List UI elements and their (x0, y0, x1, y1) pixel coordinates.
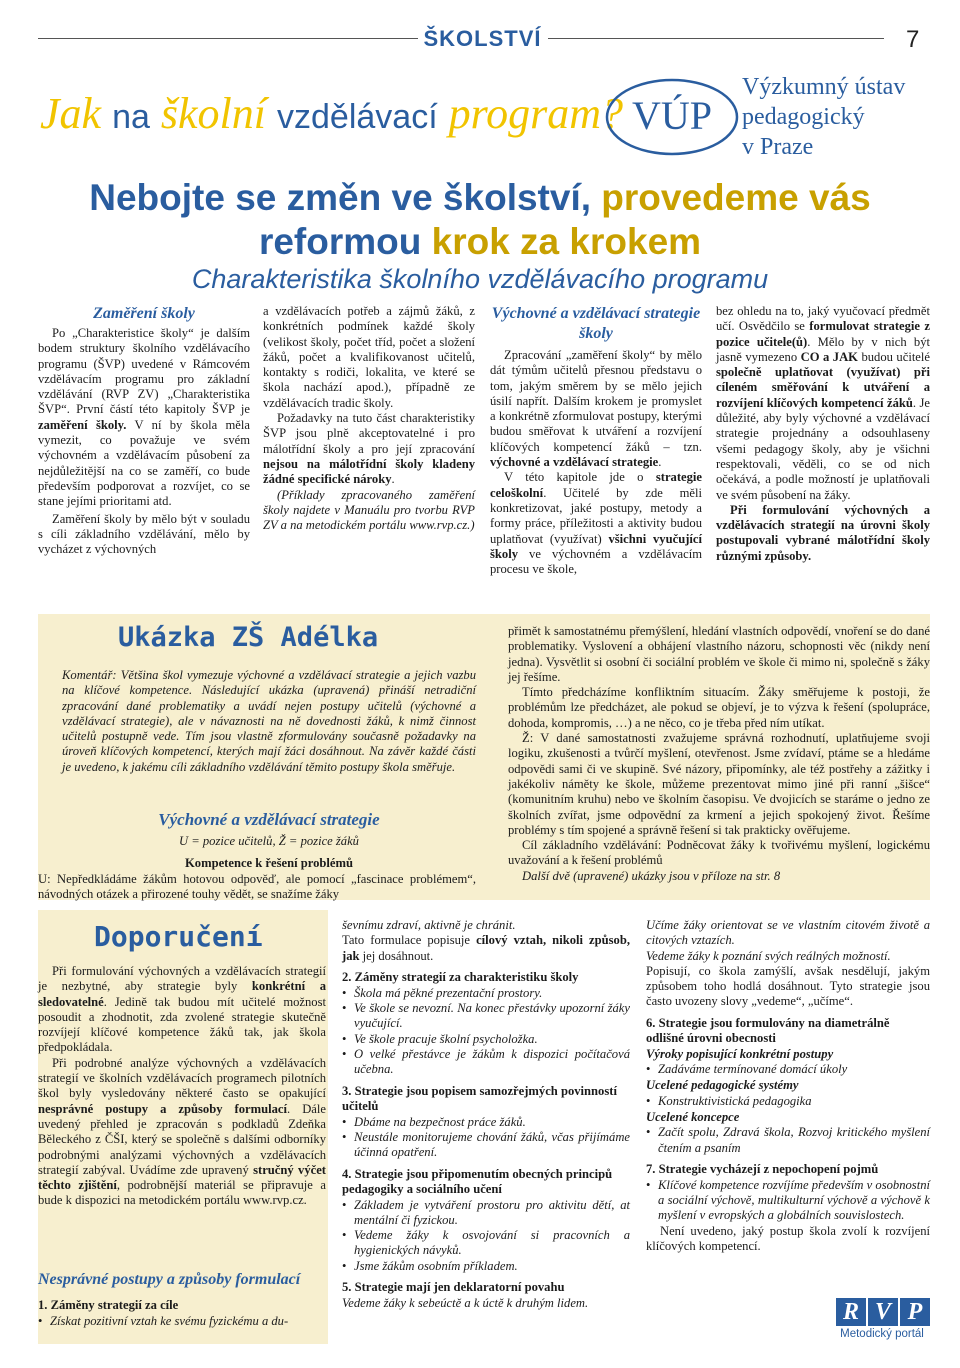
strategies-paragraph-2 (490, 470, 702, 577)
example-right-p4: Cíl základního vzdělávání: Podněcovat žáky k tvořivému myšlení, logickému uvažování a k řešení problémů (508, 838, 930, 868)
wrong-item-6-title: 6. Strategie jsou formulovány na diametrálně odlišné úrovni obecnosti (646, 1015, 890, 1045)
focus-cont-paragraph-1: a vzdělávacích potřeb a zájmů žáků, z konkrétních podmínek každé školy (velikost školy, počet tříd, počet a složení žáků, počet a kvalifikovanost učitelů, kontakty s rodiči, lokalita, ve které se škola nachází apod.), případně ze vzdělávacích tradic školy. (263, 304, 475, 410)
rvp-letter-r-box (836, 1298, 866, 1326)
rvp-logo (836, 1298, 932, 1344)
subtitle: Charakteristika školního vzdělávacího programu (191, 264, 769, 294)
strategies-p1-c: . (658, 455, 662, 470)
focus-cont-paragraph-3: (Příklady zpracovaného zaměření školy najdete v Manuálu pro tvorbu RVP ZV a na metodickém portálu www.rvp.cz.) (263, 487, 475, 533)
wrong-item-6-bullet-3: • Začít spolu, Zdravá škola, Rozvoj kritického myšlení čtením a psaním (646, 1125, 930, 1156)
vup-name-line-3: v Praze (742, 134, 814, 160)
wrong-item-4-bullet: • Vedeme žáky k osvojování si pracovních a hygienických návyků. (342, 1228, 630, 1259)
focus-cont-p2-b: nejsou na málotřídní školy kladeny žádné specifické nároky (263, 456, 475, 487)
wrong-item-5-title: 5. Strategie mají jen deklaratorní povahu (342, 1280, 565, 1295)
wrong-item-7-text: Není uvedeno, jaký postup škola zvolí k rozvíjení klíčových kompetencí. (646, 1223, 930, 1254)
wrong-item-3-title: 3. Strategie jsou popisem samozřejmých povinností učitelů (342, 1083, 617, 1113)
headline-part-4: krok za krokem (431, 221, 702, 262)
strat-cont-p1-e: budou učitelé (857, 349, 930, 364)
vup-name (742, 72, 905, 162)
column-strategies (490, 304, 702, 577)
example-competence: Kompetence k řešení problémů (184, 856, 354, 870)
strat-cont-p1-b: formulovat strategie z pozice učitele(ů) (716, 319, 930, 349)
vup-name-line-2: pedagogický (742, 104, 865, 130)
strategies-p2-d: všichni vyučující školy (490, 531, 702, 561)
headline-part-3: reformou (258, 221, 422, 262)
wrong-item-1-bullet: • Získat pozitivní vztah ke svému fyzickému a du- (38, 1314, 326, 1329)
mid-cont-a: Tato formulace popisuje (342, 933, 477, 948)
recommend-p2-c: . Dále uvedený přehled je zpracován s podkladů Zdeňka Běleckého z ČŠI, který se společně s dalšími odborníky podrobnými analýzami výchovných a vzdělávacích strategií zabýval. Uvádíme zde upravený (38, 1101, 326, 1177)
strategies-cont-paragraph-2: Při formulování výchovných a vzdělávacích strategií na úrovni školy postupovali vybrané málotřídní školy různými způsoby. (716, 502, 930, 563)
wrong-item-1-continued: ševnímu zdraví, aktivně je chránit. (342, 918, 516, 932)
strategies-p2-c: . Učitelé by zde měli konkretizovat, jaké postupy, metody a formy práce, příležitosti a aktivity budou uplatňovat (využívat) (490, 485, 702, 546)
wrong-item-7-bullet: • Klíčové kompetence rozvíjíme především v osobnostní a sociální výchově, multikulturní výchově a výchově k myšlení v evropských a globálních souvislostech. (646, 1178, 930, 1224)
program-title (40, 86, 623, 145)
headline-line-2 (0, 220, 960, 264)
wrong-item-6-sub-1: Výroky popisující konkrétní postupy (646, 1046, 834, 1061)
wrong-item-2-bullet: • Ve škole se nevozní. Na konec přestávky upozorní žáky vyučující. (342, 1001, 630, 1032)
focus-paragraph-2: Zaměření školy by mělo být v souladu s cíli základního vzdělávání, mělo by vycházet z výchovných (38, 511, 250, 557)
focus-heading: Zaměření školy (93, 305, 195, 322)
example-right-p3: Ž: V dané samostatnosti zvažujeme správná rozhodnutí, uplatňujeme svoji logiku, zkušenosti a tvůrčí myšlení, otevřenost. Jsme zvídaví, ptáme se a hledáme odpovědi sami či ve skupině. Své názory, připomínky, ale též postřehy a zážitky i jakékoliv náměty ke škole, můžeme prezentovat mimo jiné při ranní „šišce“ (komunitním kruhu) nebo ve školním časopisu. Ve dvojicích se staráme o jedno ze školních zvířat, jsme odpovědní za krmení a jejich spokojený život. Řešíme problémy s tím spojené a správně řešení si tak prakticky ověřujeme. (508, 731, 930, 837)
focus-p1-bold: zaměření školy. (38, 417, 127, 432)
strategies-p1-b: výchovné a vzdělávací strategie (490, 455, 659, 470)
mid-cont-b: cílový vztah, nikoli způsob, jak (342, 933, 630, 963)
recommend-p2-b: nesprávné postupy a způsoby formulací (38, 1101, 288, 1116)
example-right-p2: Tímto předcházíme konfliktním situacím. Žáky směřujeme k postoji, že problémům lze předcházet, ale pokud se objeví, je to výzva k řešení (spolupráce, dohoda, kompromis, …) a ne něco, co je třeba před ním utíkat. (508, 685, 930, 730)
wrong-item-5-example-2: Vedeme žáky k poznání svých reálných možností. (646, 948, 891, 963)
wrong-list-right (646, 918, 930, 1254)
headline (0, 176, 960, 264)
header-rule-left (38, 38, 418, 39)
strat-cont-p1-c: . Mělo by v nich být jasně vymezeno (716, 334, 931, 364)
example-title: Ukázka ZŠ Adélka (118, 622, 379, 653)
strategies-p2-a: V této kapitole jde o (504, 470, 656, 485)
wrong-item-6-bullet-1: • Zadáváme termínované domácí úkoly (646, 1062, 930, 1077)
rvp-letter-v-box (868, 1298, 898, 1326)
rvp-letter-p-box (900, 1298, 930, 1326)
rvp-letter-r: R (842, 1299, 859, 1325)
wrong-item-2-bullet: • O velké přestávce je žákům k dispozici počítačová učebna. (342, 1047, 630, 1078)
wrong-item-4-title: 4. Strategie jsou připomenutím obecných principů pedagogiky a sociálního učení (342, 1166, 613, 1196)
wrong-list-middle (342, 918, 630, 1311)
recommend-text (38, 964, 326, 1209)
program-title-w1: Jak (40, 89, 102, 138)
wrong-item-2-bullet: • Škola má pěkné prezentační prostory. (342, 986, 630, 1001)
example-comment: Komentář: Většina škol vymezuje výchovné a vzdělávací strategie a jejich vazbu na klíčové kompetence. Následující ukázka (upravená) přináší netradiční zpracování dané problematiky a uvádí nejen postupy učitelů (výchovné a vzdělávací strategie), ale v návaznosti na ně dovednosti žáků, k nimž činnost učitelů postupně vede. Tím jsou vlastně zformulovány současně požadavky na úroveň klíčových kompetencí, kterých mají žáci dosáhnout. Na závěr každé části je uvedeno, k jakému cíli základního vzdělávání těmito postupy škola směřuje. (62, 668, 476, 774)
strat-cont-p1-f: společně uplatňovat (využívat) při cíleném směřování k utváření a rozvíjení klíčových kompetencí žáků (716, 365, 930, 410)
mid-cont-c: jej dosáhnout. (359, 948, 434, 963)
page-number: 7 (906, 26, 920, 53)
column-focus (38, 304, 250, 557)
recommend-p1-b: konkrétní a sledovatelné (38, 979, 326, 1009)
rvp-letter-v: V (874, 1299, 891, 1325)
headline-line-1 (0, 176, 960, 220)
strategies-p2-b: strategie celoškolní (490, 470, 702, 500)
recommend-p2-e: , podrobnější materiál se připravuje a bude k dispozici na metodickém portálu www.rvp.cz. (38, 1178, 326, 1208)
wrong-item-6-sub-3: Ucelené koncepce (646, 1109, 740, 1124)
wrong-item-1-title: 1. Záměny strategií za cíle (38, 1298, 179, 1312)
strategies-heading: Výchovné a vzdělávací strategie školy (491, 305, 701, 342)
rvp-letter-p: P (907, 1299, 923, 1325)
recommend-p1-a: Při formulování výchovných a vzdělávacích strategií je nezbytné, aby strategie byly (38, 964, 326, 994)
example-strategy-heading: Výchovné a vzdělávací strategie (158, 810, 380, 829)
strategies-paragraph-1 (490, 348, 702, 470)
section-label: ŠKOLSTVÍ (423, 26, 542, 51)
wrong-item-6-sub-2: Ucelené pedagogické systémy (646, 1078, 799, 1093)
wrong-item-5-explanation: Popisují, co škola zamýšlí, avšak nesdělují, jakým způsobem toho hodlá dosáhnout. Tyto strategie jsou často uvozeny slovy „vedeme“, „učíme“. (646, 963, 930, 1009)
column-strategies-continued (716, 304, 930, 564)
wrong-item-3-bullet: • Dbáme na bezpečnost práce žáků. (342, 1115, 630, 1130)
focus-cont-p2-a: Požadavky na tuto část charakteristiky ŠVP jsou plně akceptovatelné i pro málotřídní školy a pro její zpracování (263, 411, 475, 456)
headline-part-2: provedeme vás (601, 177, 871, 218)
example-u-text: U: Nepředkládáme žákům hotovou odpověď, ale pomocí „fascinace problémem“, návodných otázek a přirozené touhy vědět, se snažíme žáky (38, 872, 476, 902)
focus-cont-p2-c: . (391, 472, 395, 487)
strategies-p2-e: ve výchovném a vzdělávacím procesu ve škole, (490, 546, 702, 577)
example-right-p5: Další dvě (upravené) ukázky jsou v příloze na str. 8 (522, 868, 781, 883)
strategies-cont-paragraph-1 (716, 304, 930, 503)
strat-cont-p1-d: CO a JAK (800, 349, 858, 364)
headline-part-1: Nebojte se změn ve školství, (89, 177, 592, 218)
example-right-p1: přimět k samostatnému přemýšlení, hledání vlastních odpovědí, vnoření se do dané problematiky. Vyslovení a obhájení vlastního názoru, schopnosti věc (nikdy není jedna). Vysvětlit si osobní či sociální problém ve škole či mimo ni, společně s žáky jej řešíme. (508, 624, 930, 684)
recommend-title: Doporučení (94, 920, 263, 953)
wrong-item-6-bullet-2: • Konstruktivistická pedagogika (646, 1094, 930, 1109)
header-rule-right (548, 38, 884, 39)
rvp-caption: Metodický portál (840, 1328, 924, 1340)
strat-cont-p1-a: bez ohledu na to, jaký vyučovací předmět učí. Osvědčilo se (716, 304, 930, 334)
program-title-w4: vzdělávací (277, 98, 438, 136)
vup-name-line-1: Výzkumný ústav (742, 74, 906, 100)
focus-cont-paragraph-2 (263, 411, 475, 487)
focus-paragraph-1 (38, 326, 250, 510)
wrong-item-2-title: 2. Záměny strategií za charakteristiku školy (342, 969, 579, 984)
program-title-w2: na (112, 98, 150, 136)
focus-p1-rest: V ní by škola měla vymezit, co považuje ve svém výchovném a vzdělávacím působení za nejdůležitější na co se zaměří, co bude především podporovat a rozvíjet, co se stane jejími prioritami atd. (38, 417, 250, 509)
recommend-p1 (38, 964, 326, 1056)
vup-abbrev: VÚP (631, 93, 713, 138)
strategies-p1-a: Zpracování „zaměření školy“ by mělo dát týmům učitelů přesnou představu o tom, jakým směrem by se mělo jejich úsilí napřít. Dalším krokem je promyslet a konkrétně zformulovat postupy, kterými budou směřovat k utváření a rozvíjení klíčových kompetencí žáků – tzn. (490, 348, 702, 454)
wrong-item-3-bullet: • Neustále monitorujeme chování žáků, včas přijímáme účinná opatření. (342, 1130, 630, 1161)
program-title-w3: školní (160, 89, 266, 138)
wrong-item-5-text: Vedeme žáky k sebeúctě a k úctě k druhým lidem. (342, 1296, 589, 1311)
wrong-item-2-bullet: • Ve škole pracuje školní psycholožka. (342, 1032, 630, 1047)
example-legend: U = pozice učitelů, Ž = pozice žáků (179, 834, 359, 848)
wrong-item-1 (38, 1298, 326, 1329)
wrong-item-4-bullet: • Základem je vytváření prostoru pro aktivitu dětí, at mentální či fyzickou. (342, 1198, 630, 1229)
focus-p1-text: Po „Charakteristice školy“ je dalším bodem struktury školního vzdělávacího programu (ŠVP) uvedené v Rámcovém vzdělávacím programu pro základní vzdělávání (RVP ZV) „Charakteristika ŠVP“. První částí této kapitoly ŠVP je (38, 326, 250, 417)
program-title-w5: program? (448, 89, 624, 138)
recommend-p2-d: stručný výčet těchto zjištění (38, 1162, 326, 1193)
strat-cont-p1-g: . Je důležité, aby byly výchovné a vzdělávací strategie projednány a odsouhlaseny všemi pedagogy školy, aby je všichni respektovali, věděli, co se od nich očekává, a podle možností je uplatňovali ve svém působení na žáky. (716, 395, 930, 502)
wrong-item-5-example-1: Učíme žáky orientovat se ve vlastním citovém životě a citových vztazích. (646, 918, 930, 948)
example-right-text (508, 624, 930, 884)
column-focus-continued (263, 304, 475, 533)
wrong-item-4-bullet: • Jsme žákům osobním příkladem. (342, 1259, 630, 1274)
recommend-p2-a: Při podrobné analýze výchovných a vzdělávacích strategií ve školních vzdělávacích programech pilotních škol byly vysledovány některé často se opakující (38, 1055, 326, 1101)
recommend-p1-c: . Jedině tak budou mít učitelé možnost posoudit a zhodnotit, zda zvolené strategie skutečně rozvíjejí klíčové kompetence žáků tak, jak škola předpokládala. (38, 994, 326, 1055)
vup-logo (603, 76, 741, 158)
wrong-item-1-explanation (342, 933, 630, 964)
recommend-p2 (38, 1056, 326, 1209)
wrong-item-7-title: 7. Strategie vycházejí z nepochopení pojmů (646, 1161, 879, 1176)
wrong-heading: Nesprávné postupy a způsoby formulací (38, 1271, 301, 1288)
